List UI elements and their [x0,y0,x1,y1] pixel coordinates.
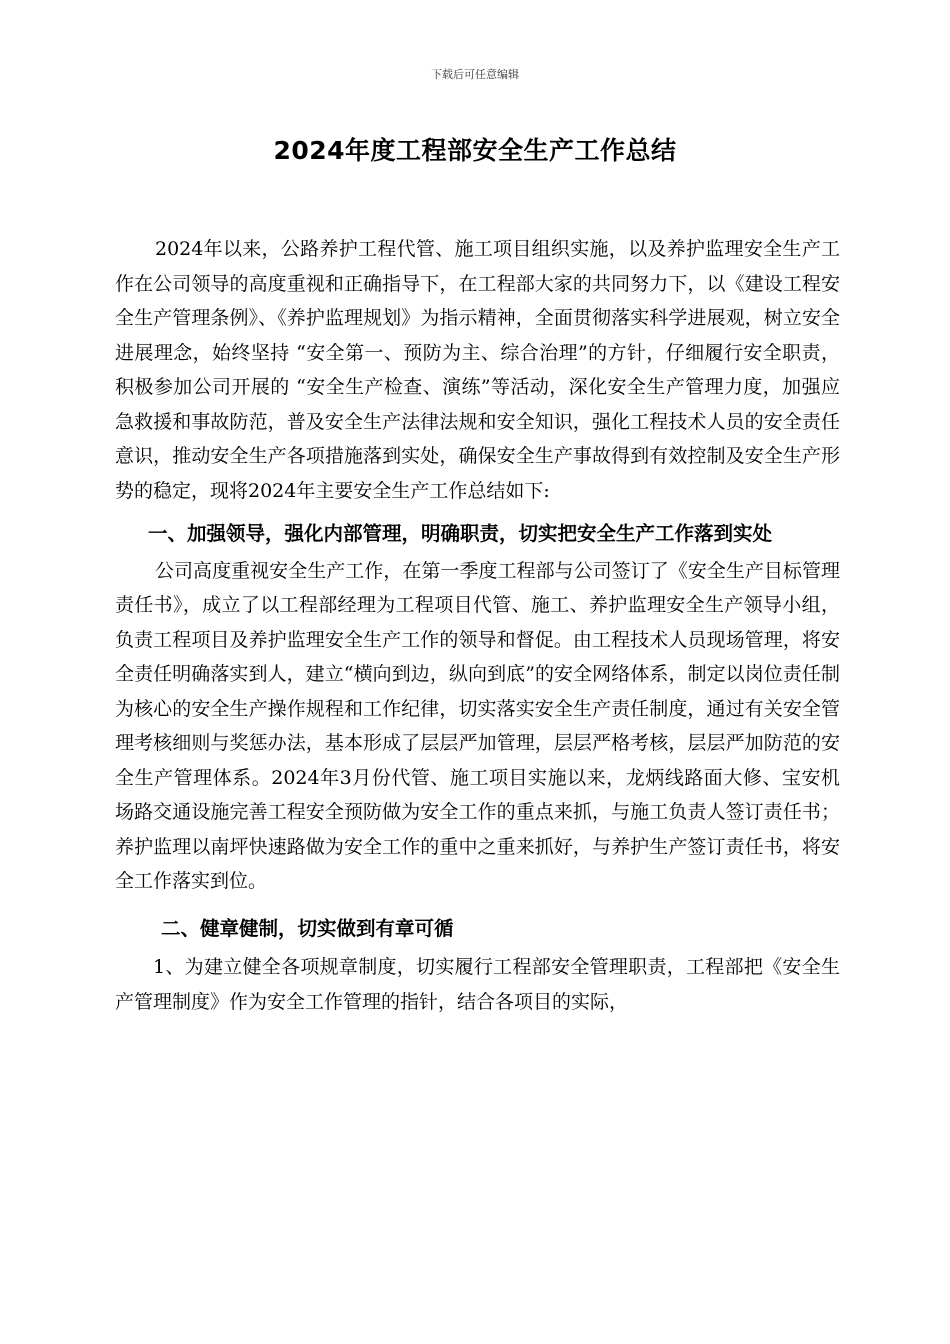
section-2-heading: 二、健章健制，切实做到有章可循 [161,916,454,940]
document-body [115,232,840,1019]
section-2-paragraph: 1、为建立健全各项规章制度，切实履行工程部安全管理职责，工程部把《安全生产管理制度》作为安全工作管理的指针，结合各项目的实际， [115,956,840,1013]
intro-paragraph: 2024年以来，公路养护工程代管、施工项目组织实施，以及养护监理安全生产工作在公司领导的高度重视和正确指导下，在工程部大家的共同努力下，以《建设工程安全生产管理条例》、《养护监理规划》为指示精神，全面贯彻落实科学进展观，树立安全进展理念，始终坚持 “安全第一、预防为主、综合治理”的方针，仔细履行安全职责，积极参加公司开展的 “安全生产检查、演练”等活动，深化安全生产管理力度，加强应急救援和事故防范，普及安全生产法律法规和安全知识，强化工程技术人员的安全责任意识，推动安全生产各项措施落到实处，确保安全生产事故得到有效控制及安全生产形势的稳定，现将2024年主要安全生产工作总结如下: [115,238,840,502]
header-note: 下载后可任意编辑 [431,68,519,81]
section-1-paragraph: 公司高度重视安全生产工作，在第一季度工程部与公司签订了《安全生产目标管理责任书》，成立了以工程部经理为工程项目代管、施工、养护监理安全生产领导小组，负责工程项目及养护监理安全生产工作的领导和督促。由工程技术人员现场管理，将安全责任明确落实到人，建立“横向到边，纵向到底”的安全网络体系，制定以岗位责任制为核心的安全生产操作规程和工作纪律，切实落实安全生产责任制度，通过有关安全管理考核细则与奖惩办法，基本形成了层层严加管理，层层严格考核，层层严加防范的安全生产管理体系。2024年3月份代管、施工项目实施以来，龙炳线路面大修、宝安机场路交通设施完善工程安全预防做为安全工作的重点来抓，与施工负责人签订责任书；养护监理以南坪快速路做为安全工作的重中之重来抓好，与养护生产签订责任书，将安全工作落实到位。 [115,559,840,892]
page-title: 2024年度工程部安全生产工作总结 [273,136,677,165]
section-1-heading: 一、加强领导，强化内部管理，明确职责，切实把安全生产工作落到实处 [148,522,773,545]
